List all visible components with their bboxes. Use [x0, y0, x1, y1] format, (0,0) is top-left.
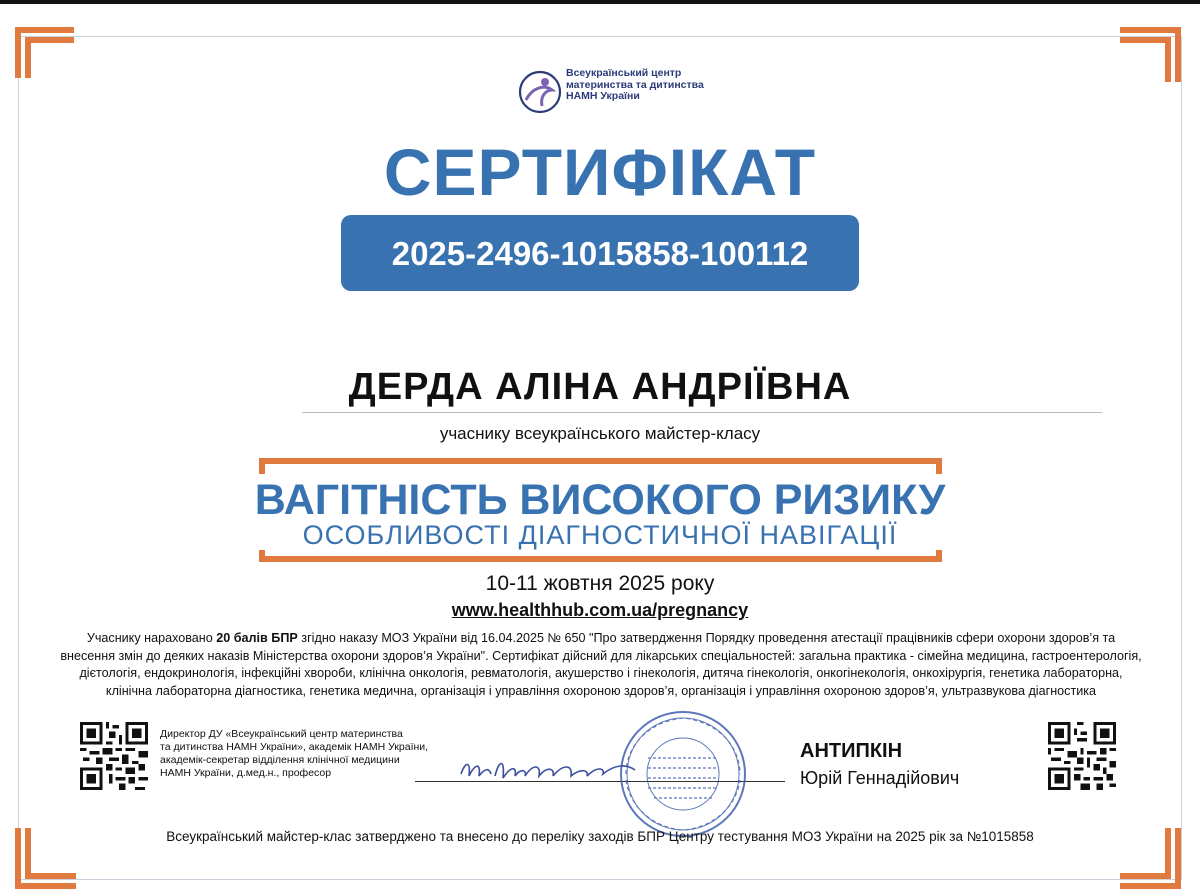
- corner-top-right: [1118, 26, 1184, 86]
- director-title-line-3: академік-секретар відділення клінічної медицини: [160, 754, 400, 766]
- recipient-role: учаснику всеукраїнського майстер-класу: [439, 424, 761, 443]
- director-title: [160, 728, 480, 780]
- signatory-surname: АНТИПКІН: [800, 740, 903, 762]
- body-main-text: згідно наказу МОЗ України від 16.04.2025 № 650 "Про затвердження Порядку проведення атестації працівників сфери охорони здоров’я та внесення змін до деяких наказів Міністерства охорони здоров’я України". Сертифікат дійсний для лікарських спеціальностей: загальна практика - сімейна медицина, гастроентерологія, дієтологія, ендокринологія, інфекційні хвороби, клінічна онкологія, ревматологія, акушерство і гінекологія, дитяча гінекологія, онкогінекологія, онкохірургія, генетика лабораторна, клінічна лабораторна діагностика, генетика медична, організація і управління охороною здоров’я, організація і управління охороною здоров’я, ультразвукова діагностика: [60, 631, 1142, 698]
- footer-note: Всеукраїнський майстер-клас затверджено та внесено до переліку заходів БПР Центру тестування МОЗ України на 2025 рік за №1015858: [166, 829, 1034, 844]
- logo-line-3: НАМН України: [566, 90, 640, 102]
- course-title: ВАГІТНІСТЬ ВИСОКОГО РИЗИКУ: [254, 476, 946, 524]
- director-title-line-2: та дитинства НАМН України», академік НАМН України,: [160, 741, 429, 753]
- logo-line-1: Всеукраїнський центр: [566, 67, 682, 79]
- name-underline: [302, 412, 1102, 413]
- course-subtitle: ОСОБЛИВОСТІ ДІАГНОСТИЧНОЇ НАВІГАЦІЇ: [302, 520, 898, 550]
- logo-line-2: материнства та дитинства: [566, 78, 704, 91]
- top-edge: [0, 0, 1200, 4]
- certificate-body-text: [58, 630, 1144, 700]
- signatory-given-names: Юрій Геннадійович: [800, 768, 960, 788]
- logo-text: [566, 68, 704, 103]
- director-title-line-1: Директор ДУ «Всеукраїнський центр материнства: [160, 728, 403, 740]
- points-awarded: 20 балів БПР: [216, 631, 298, 645]
- qr-code-icon[interactable]: [1048, 722, 1116, 790]
- stamp-seal: [610, 708, 756, 840]
- director-title-line-4: НАМН України, д.мед.н., професор: [160, 767, 332, 779]
- corner-top-left: [14, 26, 78, 82]
- course-dates: 10-11 жовтня 2025 року: [485, 572, 715, 595]
- qr-code-icon[interactable]: [80, 722, 148, 790]
- recipient-name: ДЕРДА АЛІНА АНДРІЇВНА: [348, 366, 852, 408]
- certificate-number: 2025-2496-1015858-100112: [391, 235, 809, 272]
- course-url-link[interactable]: www.healthhub.com.ua/pregnancy: [451, 600, 749, 620]
- body-prefix: Учаснику нараховано: [86, 631, 217, 645]
- certificate-title: СЕРТИФІКАТ: [383, 135, 817, 209]
